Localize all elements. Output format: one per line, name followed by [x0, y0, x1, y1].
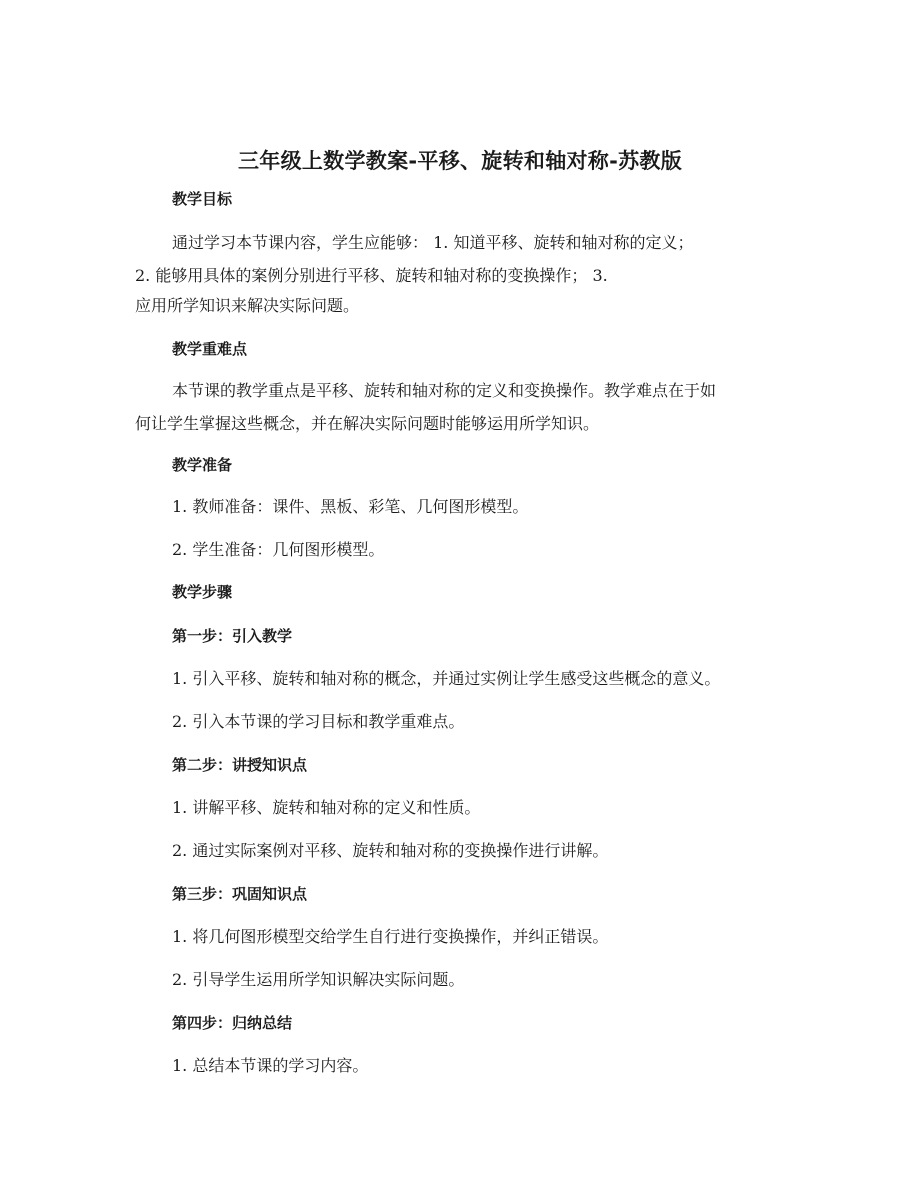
- objectives-line-2: 2. 能够用具体的案例分别进行平移、旋转和轴对称的变换操作； 3.: [135, 266, 608, 285]
- step2-item-2: 2. 通过实际案例对平移、旋转和轴对称的变换操作进行讲解。: [172, 841, 609, 860]
- key-points-paragraph: [135, 374, 787, 440]
- key-points-line-1: 本节课的教学重点是平移、旋转和轴对称的定义和变换操作。教学难点在于如: [172, 381, 717, 400]
- step4-item-1: 1. 总结本节课的学习内容。: [172, 1056, 369, 1075]
- step1-item-1: 1. 引入平移、旋转和轴对称的概念，并通过实例让学生感受这些概念的意义。: [172, 669, 721, 688]
- step3-item-2: 2. 引导学生运用所学知识解决实际问题。: [172, 970, 465, 989]
- step2-item-1: 1. 讲解平移、旋转和轴对称的定义和性质。: [172, 798, 481, 817]
- preparation-item-2: 2. 学生准备：几何图形模型。: [172, 540, 385, 559]
- section-heading-preparation: 教学准备: [172, 456, 233, 474]
- step3-heading: 第三步：巩固知识点: [172, 885, 308, 903]
- step1-heading: 第一步：引入教学: [172, 627, 293, 645]
- section-heading-key-points: 教学重难点: [172, 340, 248, 358]
- step1-item-2: 2. 引入本节课的学习目标和教学重难点。: [172, 712, 465, 731]
- objectives-line-3: 应用所学知识来解决实际问题。: [135, 296, 360, 315]
- preparation-item-1: 1. 教师准备：课件、黑板、彩笔、几何图形模型。: [172, 497, 529, 516]
- section-heading-objectives: 教学目标: [172, 190, 233, 208]
- objectives-paragraph: [135, 226, 787, 322]
- section-heading-steps: 教学步骤: [172, 583, 233, 601]
- step4-heading: 第四步：归纳总结: [172, 1014, 293, 1032]
- key-points-line-2: 何让学生掌握这些概念，并在解决实际问题时能够运用所学知识。: [135, 414, 600, 433]
- document-title: 三年级上数学教案-平移、旋转和轴对称-苏教版: [237, 149, 683, 173]
- objectives-line-1: 通过学习本节课内容，学生应能够： 1. 知道平移、旋转和轴对称的定义；: [172, 233, 694, 252]
- step3-item-1: 1. 将几何图形模型交给学生自行进行变换操作，并纠正错误。: [172, 927, 609, 946]
- step2-heading: 第二步：讲授知识点: [172, 756, 308, 774]
